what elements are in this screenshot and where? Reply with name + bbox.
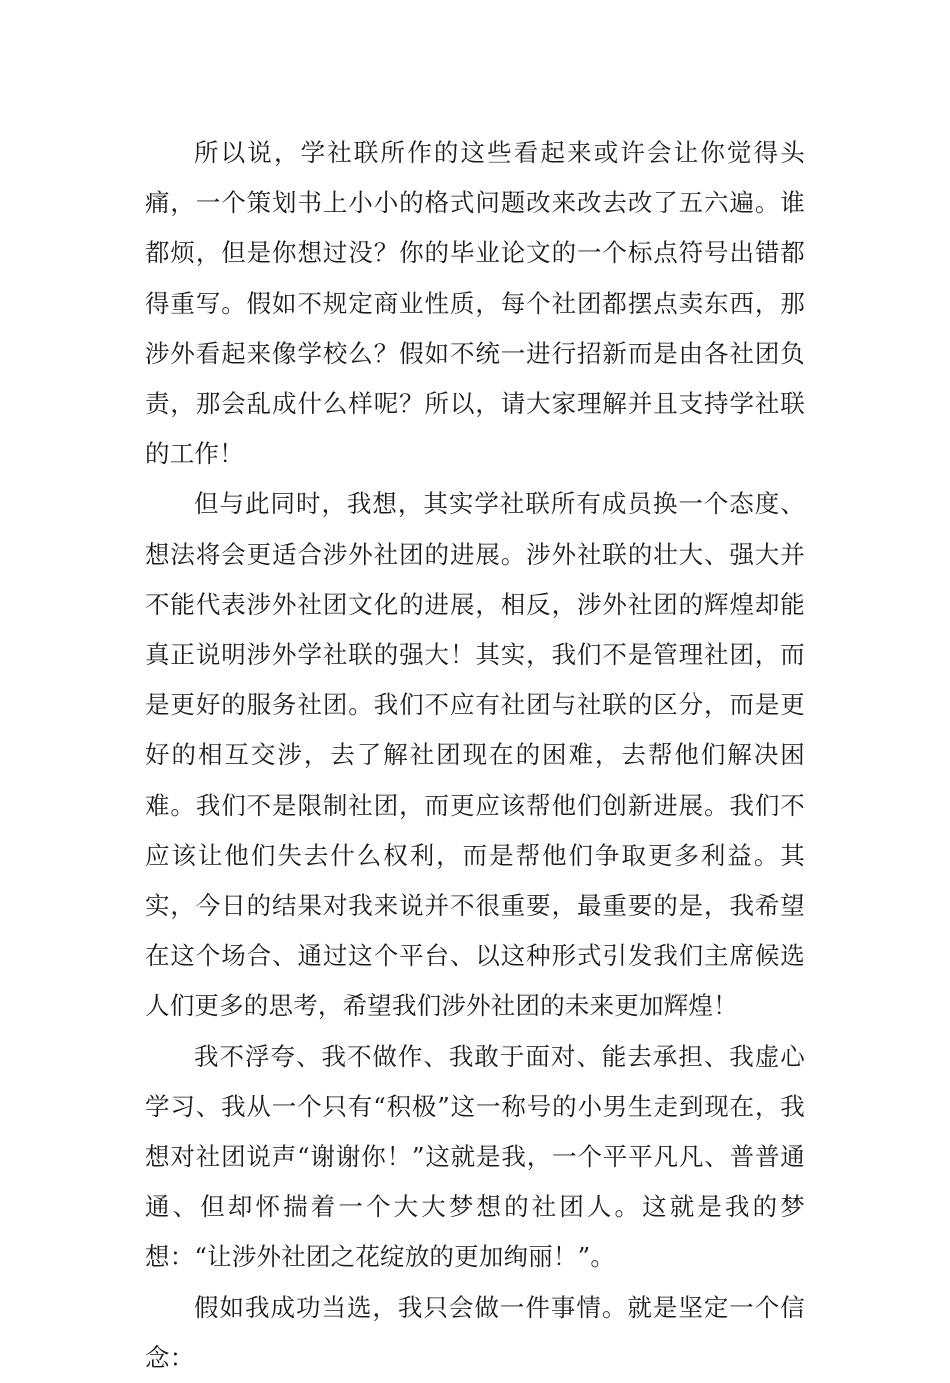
paragraph-3: 我不浮夸、我不做作、我敢于面对、能去承担、我虚心学习、我从一个只有“积极”这一称号的小男生走到现在，我想对社团说声“谢谢你！”这就是我，一个平平凡凡、普普通通、但却怀揣着一个大大梦想的社团人。这就是我的梦想：“让涉外社团之花绽放的更加绚丽！”。: [145, 1041, 805, 1272]
paragraph-2: 但与此同时，我想，其实学社联所有成员换一个态度、想法将会更适合涉外社团的进展。涉外社联的壮大、强大并不能代表涉外社团文化的进展，相反，涉外社团的辉煌却能真正说明涉外学社联的强大！其实，我们不是管理社团，而是更好的服务社团。我们不应有社团与社联的区分，而是更好的相互交涉，去了解社团现在的困难，去帮他们解决困难。我们不是限制社团，而更应该帮他们创新进展。我们不应该让他们失去什么权利，而是帮他们争取更多利益。其实，今日的结果对我来说并不很重要，最重要的是，我希望在这个场合、通过这个平台、以这种形式引发我们主席候选人们更多的思考，希望我们涉外社团的未来更加辉煌！: [145, 489, 805, 1021]
paragraph-1: 所以说，学社联所作的这些看起来或许会让你觉得头痛，一个策划书上小小的格式问题改来改去改了五六遍。谁都烦，但是你想过没？你的毕业论文的一个标点符号出错都得重写。假如不规定商业性质，每个社团都摆点卖东西，那涉外看起来像学校么？假如不统一进行招新而是由各社团负责，那会乱成什么样呢？所以，请大家理解并且支持学社联的工作！: [145, 138, 805, 469]
document-body: [145, 128, 805, 1383]
paragraph-4: 假如我成功当选，我只会做一件事情。就是坚定一个信念：: [145, 1292, 805, 1372]
